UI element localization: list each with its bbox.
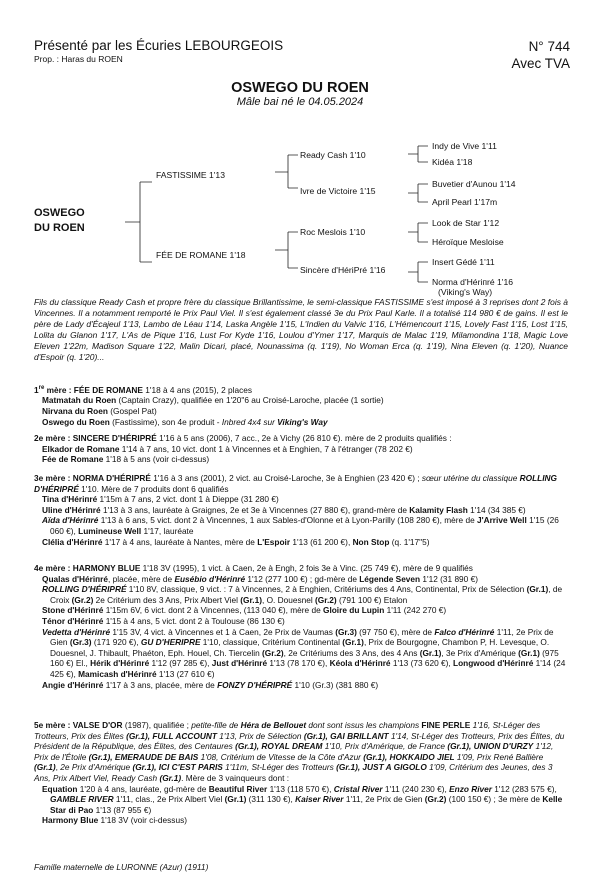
- sire: FASTISSIME 1'13: [156, 170, 225, 180]
- fifth-dam: 5e mère : VALSE D'OR (1987), qualifiée ; petite-fille de Héra de Bellouet dont sont issus les champions FINE PERLE 1'16, St-Léger des Trotteurs, Prix des Élites (Gr.1), FULL ACCOUNT 1'13, Prix de Sélection (Gr.1), GAI BRILLANT 1'14, St-Léger des Trotteurs, Prix des Élites, du Président de la République, des Élites, des Centaures (Gr.1), ROYAL DREAM 1'10, Prix d'Amérique, de France (Gr.1), UNION D'URZY 1'12, Prix de l'Étoile (Gr.1), EMERAUDE DE BAIS 1'08, Critérium de Vitesse de la Côte d'Azur (Gr.1), HOKKAIDO JIEL 1'09, Prix René Ballière (Gr.1), 2e Prix d'Amérique (Gr.1), ICI C'EST PARIS 1'11m, St-Léger des Trotteurs (Gr.1), JUST A GIGOLO 1'09, Critérium des Jeunes, des 3 Ans, Prix Albert Viel, Ready Cash (Gr.1). Mère de 3 vainqueurs dont : Equation 1'20 à 4 ans, lauréate, gd-mère de Beautiful River 1'13 (118 570 €), Cristal River 1'11 (240 230 €), Enzo River 1'12 (283 575 €), GAMBLE RIVER 1'11, clas., 2e Prix Albert Viel (Gr.1) (311 130 €), Kaiser River 1'11, 2e Prix de Gien (Gr.2) (100 150 €) ; 3e mère de Kelle Star di Pao 1'13 (87 955 €) Harmony Blue 1'18 3V (voir ci-dessus): [34, 720, 565, 826]
- ggg-2: Kidéa 1'18: [432, 157, 473, 167]
- third-dam: 3e mère : NORMA D'HÉRIPRÉ 1'16 à 3 ans (2001), 2 vict. au Croisé-Laroche, 3e à Enghien (23 420 €) ; sœur utérine du classique ROLLING D'HÉRIPRÉ 1'10. Mère de 7 produits dont 6 qualifiés Tina d'Hériпré 1'15m à 7 ans, 2 vict. dont 1 à Dieppe (31 280 €) Uline d'Hériпré 1'13 à 3 ans, lauréate à Graignes, 2e et 3e à Vincennes (27 880 €), grand-mère de Kalamity Flash 1'14 (34 385 €) Aïda d'Hériпré 1'13 à 6 ans, 5 vict. dont 2 à Vincennes, 1 aux Sables-d'Olonne et à Lyon-Parilly (108 280 €), mère de J'Arrive Well 1'15 (26 060 €), Lumineuse Well 1'17, lauréate Clélia d'Hériпré 1'17 à 4 ans, lauréate à Nantes, mère de L'Espoir 1'13 (61 200 €), Non Stop (q. 1'17"5): [34, 473, 559, 547]
- ggg-6: Héroïque Mesloise: [432, 237, 504, 247]
- ggg-8-note: (Viking's Way): [438, 287, 493, 297]
- ggg-8: [432, 277, 513, 297]
- dam: FÉE DE ROMANE 1'18: [156, 250, 246, 260]
- fourth-dam: 4e mère : HARMONY BLUE 1'18 3V (1995), 1 vict. à Caen, 2e à Engh, 2 fois 3e à Vinc. (25 749 €), mère de 9 qualifiés Qualas d'Hériпré, placée, mère de Eusébio d'Hériпré 1'12 (277 100 €) ; gd-mère de Légende Seven 1'12 (31 890 €) ROLLING D'HÉRIPRÉ 1'10 8V, classique, 9 vict. : 7 à Vincennes, 2 à Enghien, Critériums des 4 Ans, Continental, Prix de Sélection (Gr.1), de Croix (Gr.2) 2e Critérium des 3 Ans, Prix Albert Viel (Gr.1), O. Douesnel (Gr.2) (791 100 €) Etalon Stone d'Hériпré 1'15m 6V, 6 vict. dont 2 à Vincennes, (113 040 €), mère de Gloire du Lupin 1'11 (242 270 €) Ténor d'Hériпré 1'15 à 4 ans, 5 vict. dont 2 à Toulouse (86 130 €) Vedetta d'Hériпré 1'15 3V, 4 vict. à Vincennes et 1 à Caen, 2e Prix de Vaumas (Gr.3) (97 750 €), mère de Falco d'Hériпré 1'11, 2e Prix de Gien (Gr.3) (171 920 €), GU D'HERIPRE 1'10, classique, Critérium Continental (Gr.1), Prix de Bourgogne, Chambon P, H. Levesque, O. Douesnel, J. Thibault, Phaéton, Eph. Houel, Ch. Tiercelin (Gr.2), 2e Critériums des 3 Ans, des 4 Ans (Gr.1), 3e Prix d'Amérique (Gr.1) (975 160 €) El., Hérik d'Hériпré 1'12 (97 285 €), Just d'Hériпré 1'13 (78 170 €), Kéola d'Hériпré 1'13 (73 620 €), Longwood d'Hériпré 1'14 (24 425 €), Mamicash d'Hériпré 1'13 (27 610 €) Angie d'Hériпré 1'17 à 3 ans, placée, mère de FONZY D'HÉRIPRÉ 1'10 (Gr.3) (381 880 €): [34, 563, 566, 690]
- ggg-8-name: Norma d'Hériпré 1'16: [432, 277, 514, 287]
- ggg-5: Look de Star 1'12: [432, 218, 500, 228]
- grandsire-2: Roc Meslois 1'10: [300, 227, 366, 237]
- second-dam: 2e mère : SINCERE D'HÉRIPRÉ 1'16 à 5 ans (2006), 7 acc., 2e à Vichy (26 810 €). mère de 2 produits qualifiés : Elkador de Romane 1'14 à 7 ans, 10 vict. dont 1 à Vincennes et à Enghien, 7 à l'étranger (78 202 €) Fée de Romane 1'18 à 5 ans (voir ci-dessus): [34, 433, 452, 465]
- granddam-2: Sincère d'HériPré 1'16: [300, 265, 386, 275]
- presenter: Présenté par les Écuries LEBOURGEOIS: [34, 38, 284, 53]
- sire-description: Fils du classique Ready Cash et propre frère du classique Brillantissime, le semi-classique FASTISSIME s'est imposé à 3 reprises dont 2 fois à Vincennes. Il a notamment remporté le Prix Paul Viel. Il s'est également classé 3e du Prix Paul Karle. Il a totalisé 114 980 € de gains. Il est le père de Lady d'Écajeul 1'13, Lambo de Léau 1'14, Laska Angèle 1'15, L'Indien du Valvic 1'16, L'Hémencourt 1'15, Lovely Fast 1'15, Lost 1'15, Lolita du Glanon 1'17, L'As de Pique 1'16, Lust For Kyde 1'16, Loulou d'Ymer 1'17, Marquis de Malac 1'19, Milamondina 1'18, Magic Love Eleven 1'22m, Madison Square 1'22, Malin Dicari, placé, Nounassima (q. 1'19), No Woman Erca (q. 1'19), Nina Eleven (q. 1'20), Nuance d'Espoir (q. 1'20)...: [34, 297, 568, 362]
- subject-name-1: OSWEGO: [34, 207, 85, 219]
- first-dam: 1re mère : FÉE DE ROMANE 1'18 à 4 ans (2015), 2 places Matmatah du Roen (Captain Crazy), qualifiée en 1'20"6 au Croisé-Laroche, placée (1 sortie) Nirvana du Roen (Gospel Pat) Oswego du Roen (Fastissime), son 4e produit - Inbred 4x4 sur Viking's Way: [34, 384, 384, 427]
- granddam-1: Ivre de Victoire 1'15: [300, 186, 376, 196]
- grandsire-1: Ready Cash 1'10: [300, 150, 366, 160]
- maternal-family: Famille maternelle de LURONNE (Azur) (1911): [34, 862, 209, 872]
- horse-title: OSWEGO DU ROEN: [231, 80, 369, 96]
- lot-number: N° 744: [528, 39, 570, 54]
- ggg-4: April Pearl 1'17m: [432, 197, 498, 207]
- ggg-1: Indy de Vive 1'11: [432, 141, 497, 151]
- pedigree-subject: [34, 206, 85, 236]
- subject-name-2: DU ROEN: [34, 222, 85, 234]
- ggg-3: Buvetier d'Aunou 1'14: [432, 179, 516, 189]
- ggg-7: Insert Gédé 1'11: [432, 257, 495, 267]
- owner: Prop. : Haras du ROEN: [34, 54, 123, 64]
- tva-note: Avec TVA: [511, 56, 570, 71]
- horse-subtitle: Mâle bai né le 04.05.2024: [236, 96, 364, 108]
